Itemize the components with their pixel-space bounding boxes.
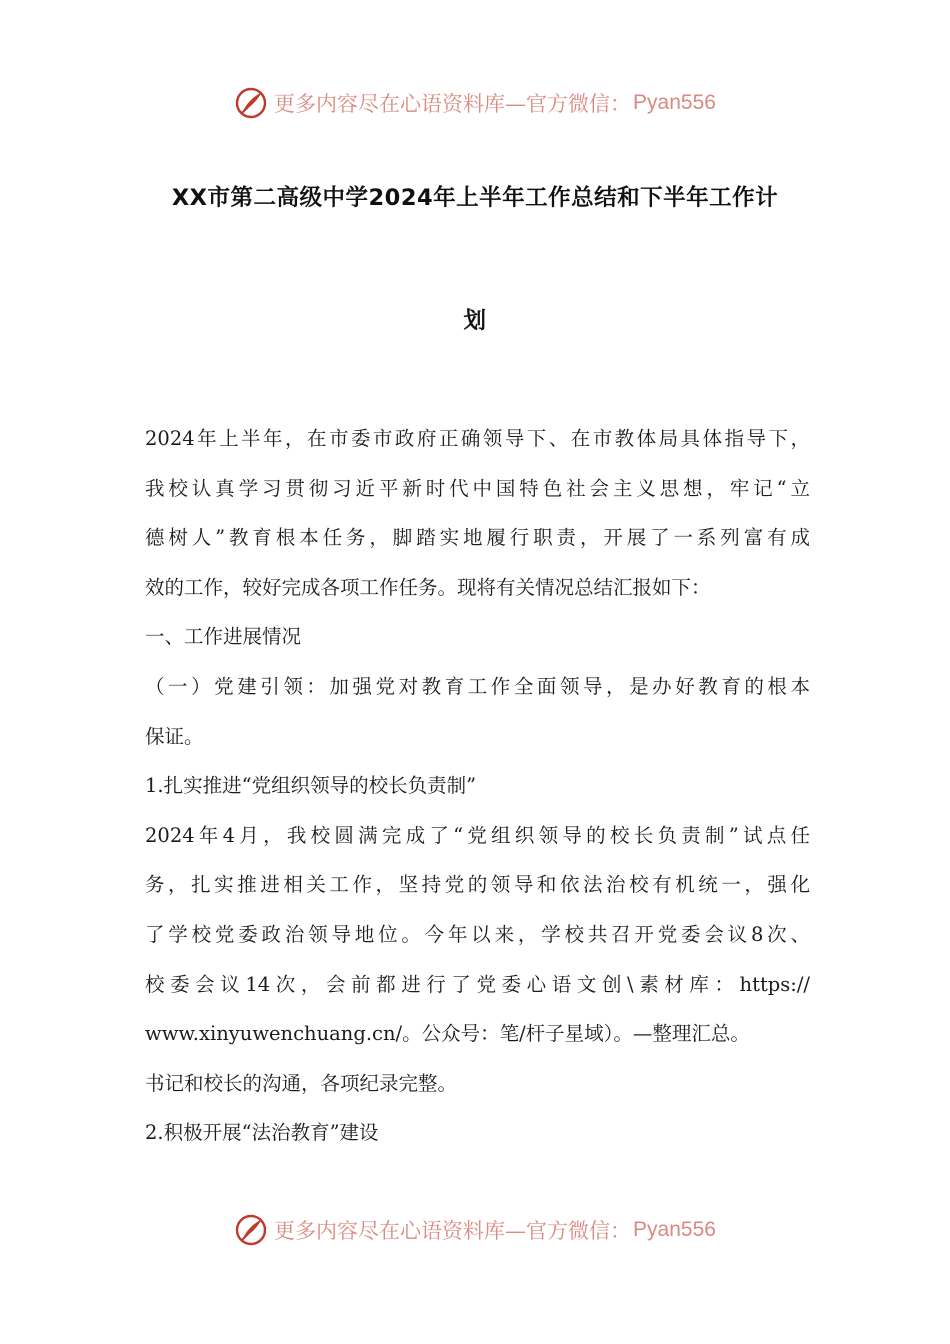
item-heading: 2.积极开展“法治教育”建设 (145, 1121, 379, 1145)
body-line: 书记和校长的沟通，各项纪录完整。 (145, 1071, 458, 1095)
body-line: 效的工作，较好完成各项工作任务。现将有关情况总结汇报如下： (145, 575, 711, 599)
watermark-banner-top (0, 79, 950, 127)
document-title-line-2: 划 (463, 308, 487, 334)
watermark-handle: Pyan556 (633, 91, 716, 114)
watermark-text: 更多内容尽在心语资料库—官方微信： (274, 1219, 632, 1243)
subsection-heading: （一）党建引领：加强党对教育工作全面领导，是办好教育的根本 (145, 674, 810, 698)
watermark-handle: Pyan556 (633, 1218, 716, 1241)
quill-pen-logo-icon (234, 86, 268, 120)
body-line: 2024年4月，我校圆满完成了“党组织领导的校长负责制”试点任 (145, 823, 810, 847)
body-line: 了学校党委政治领导地位。今年以来，学校共召开党委会议8次、 (145, 922, 810, 946)
body-line: 2024年上半年，在市委市政府正确领导下、在市教体局具体指导下， (145, 427, 810, 450)
body-line: 务，扎实推进相关工作，坚持党的领导和依法治校有机统一，强化 (145, 873, 810, 897)
body-line: 我校认真学习贯彻习近平新时代中国特色社会主义思想，牢记“立 (145, 476, 810, 500)
body-line: www.xinyuwenchuang.cn/。公众号：笔/杆子星域）。—整理汇总。 (145, 1022, 750, 1046)
document-title-line-1: XX市第二高级中学2024年上半年工作总结和下半年工作计 (171, 185, 779, 211)
body-line: 保证。 (145, 724, 204, 748)
body-line: 校委会议14次，会前都进行了党委心语文创\素材库：https:// (145, 972, 810, 996)
document-body (145, 414, 810, 1158)
body-line: 德树人”教育根本任务，脚踏实地履行职责，开展了一系列富有成 (145, 526, 810, 550)
watermark-banner-bottom (0, 1206, 950, 1254)
section-heading: 一、工作进展情况 (145, 625, 302, 649)
watermark-text: 更多内容尽在心语资料库—官方微信： (274, 92, 632, 116)
quill-pen-logo-icon (234, 1213, 268, 1247)
item-heading: 1.扎实推进“党组织领导的校长负责制” (145, 774, 477, 798)
